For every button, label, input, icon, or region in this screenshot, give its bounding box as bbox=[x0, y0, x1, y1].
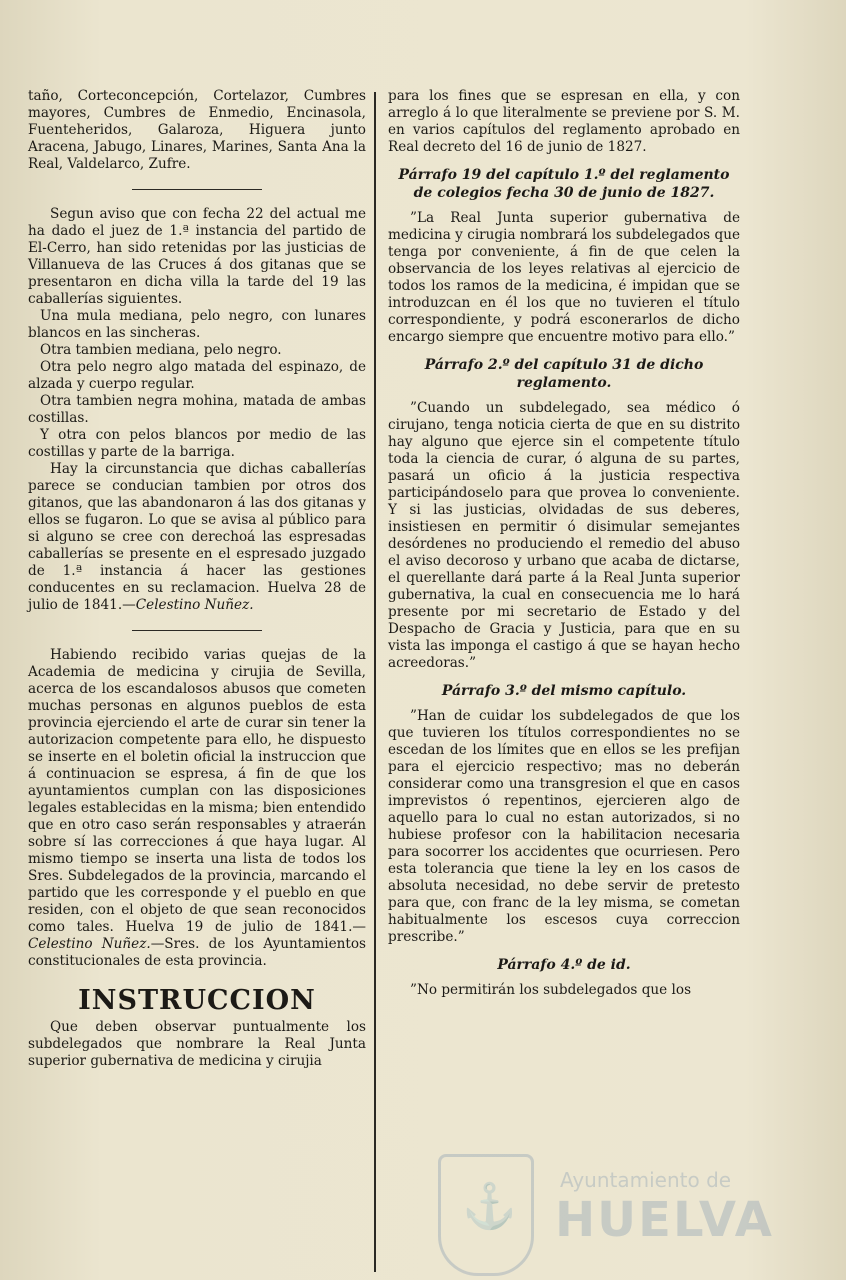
livestock-notice bbox=[28, 206, 366, 614]
section-body: ”No permitirán los subdelegados que los bbox=[410, 982, 692, 998]
section-heading: Párrafo 19 del capítulo 1.º del reglamento de colegios fecha 30 de junio de 1827. bbox=[398, 167, 730, 201]
section-divider bbox=[132, 189, 262, 190]
section-divider bbox=[132, 630, 262, 631]
circular-body: Habiendo recibido varias quejas de la Academia de medicina y cirujia de Sevilla, acerca de los escandalosos abusos que cometen muchas personas en algunos pueblos de esta provincia ejerciendo el arte de curar sin tener la autorizacion competente para ello, he dispuesto se inserte en el boletin oficial la instruccion que á continuacion se espresa, á fin de que los ayuntamientos cumplan con las disposiciones legales establecidas en la misma; bien entendido que en otro caso serán responsables y atraerán sobre sí las correcciones á que haya lugar. Al mismo tiempo se inserta una lista de todos los Sres. Subdelegados de la provincia, marcando el partido que les corresponde y el pueblo en que residen, con el objeto de que sean reconocidos como tales. Huelva 19 de julio de 1841.— bbox=[28, 647, 366, 935]
instruction-continuation: para los fines que se espresan en ella, y con arreglo á lo que literalmente se previene por S. M. en varios capítulos del reglamento aprobado en Real decreto del 16 de junio de 1827. bbox=[388, 88, 740, 155]
right-column bbox=[388, 88, 740, 1280]
notice-item: Una mula mediana, pelo negro, con lunares blancos en las sincheras. bbox=[28, 308, 366, 341]
section-body: ”Cuando un subdelegado, sea médico ó cirujano, tenga noticia cierta de que en su distrito hay alguno que ejerce sin el competente título toda la ciencia de curar, ó alguna de su partes, pasará un oficio á la justicia respectiva participándoselo para que provea lo conveniente. Y si las justicias, olvidadas de sus deberes, insistiesen en permitir ó disimular semejantes desórdenes no produciendo el remedio del abuso el aviso decoroso y urbano que acaba de dictarse, el querellante dará parte á la Real Junta superior gubernativa, la cual en consecuencia me lo hará presente por mi secretario de Estado y del Despacho de Gracia y Justicia, para que en su vista las imponga el castigo á que se hayan hecho acreedoras.” bbox=[388, 400, 740, 671]
town-list-continuation: taño, Corteconcepción, Cortelazor, Cumbres mayores, Cumbres de Enmedio, Encinasola, Fuenteheridos, Galaroza, Higuera junto Aracena, Jabugo, Linares, Marines, Santa Ana la Real, Valdelarco, Zufre. bbox=[28, 88, 366, 172]
archive-watermark bbox=[430, 1150, 780, 1270]
notice-closing bbox=[28, 461, 366, 614]
section-heading: Párrafo 4.º de id. bbox=[497, 957, 631, 973]
left-column bbox=[28, 88, 366, 1280]
notice-item: Otra tambien negra mohina, matada de ambas costillas. bbox=[28, 393, 366, 426]
circular-addressee: —Sres. de los Ayuntamientos constitucionales de esta provincia. bbox=[28, 936, 366, 969]
medical-circular bbox=[28, 647, 366, 970]
notice-intro: Segun aviso que con fecha 22 del actual me ha dado el juez de 1.ª instancia del partido de El-Cerro, han sido retenidas por las justicias de Villanueva de las Cruces á dos gitanas que se presentaron en dicha villa la tarde del 19 las caballerías siguientes. bbox=[28, 206, 366, 307]
watermark-line1: Ayuntamiento de bbox=[560, 1168, 732, 1192]
notice-item: Y otra con pelos blancos por medio de las costillas y parte de la barriga. bbox=[28, 427, 366, 460]
anchor-icon: ⚓ bbox=[462, 1181, 517, 1232]
watermark-line2: HUELVA bbox=[555, 1192, 774, 1248]
instruction-title: INSTRUCCION bbox=[78, 985, 316, 1016]
column-rule bbox=[374, 92, 376, 1272]
section-body: ”La Real Junta superior gubernativa de medicina y cirugia nombrará los subdelegados que tenga por conveniente, á fin de que celen la observancia de los leyes relativas al ejercicio de todos los ramos de la medicina, é impidan que se introduzcan en él los que no tuvieren el título correspondiente, y podrá esconerarlos de dicho encargo siempre que encuentre motivo para ello.” bbox=[388, 210, 740, 345]
instruction-intro: Que deben observar puntualmente los subdelegados que nombrare la Real Junta superior gubernativa de medicina y cirujia bbox=[28, 1019, 366, 1069]
section-heading: Párrafo 2.º del capítulo 31 de dicho reglamento. bbox=[424, 357, 704, 391]
notice-item: Otra tambien mediana, pelo negro. bbox=[40, 342, 282, 358]
circular-text bbox=[28, 647, 366, 970]
notice-closing-text: Hay la circunstancia que dichas caballerías parece se conducian tambien por otros dos gitanos, que las abandonaron á las dos gitanas y ellos se fugaron. Lo que se avisa al público para si alguno se cree con derechoá las espresadas caballerías se presente en el espresado juzgado de 1.ª instancia á hacer las gestiones conducentes en su reclamacion. Huelva 28 de julio de 1841.— bbox=[28, 461, 366, 613]
notice-item: Otra pelo negro algo matada del espinazo, de alzada y cuerpo regular. bbox=[28, 359, 366, 392]
section-body: ”Han de cuidar los subdelegados de que los que tuvieren los títulos correspondientes no se escedan de los límites que en ellos se les prefijan para el ejercicio respectivo; mas no deberán considerar como una transgresion el que en casos imprevistos ó repentinos, ejercieren algo de aquello para lo cual no estan autorizados, si no hubiese profesor con la habilitacion necesaria para socorrer los accidentes que ocurriesen. Pero esta tolerancia que tiene la ley en los casos de absoluta necesidad, no debe servir de pretesto para que, con franc de la ley misma, se cometan habitualmente los escesos cuya correccion prescribe.” bbox=[388, 708, 740, 945]
circular-signature: Celestino Nuñez. bbox=[28, 936, 151, 952]
notice-signature: Celestino Nuñez. bbox=[135, 597, 254, 613]
section-heading: Párrafo 3.º del mismo capítulo. bbox=[441, 683, 687, 699]
